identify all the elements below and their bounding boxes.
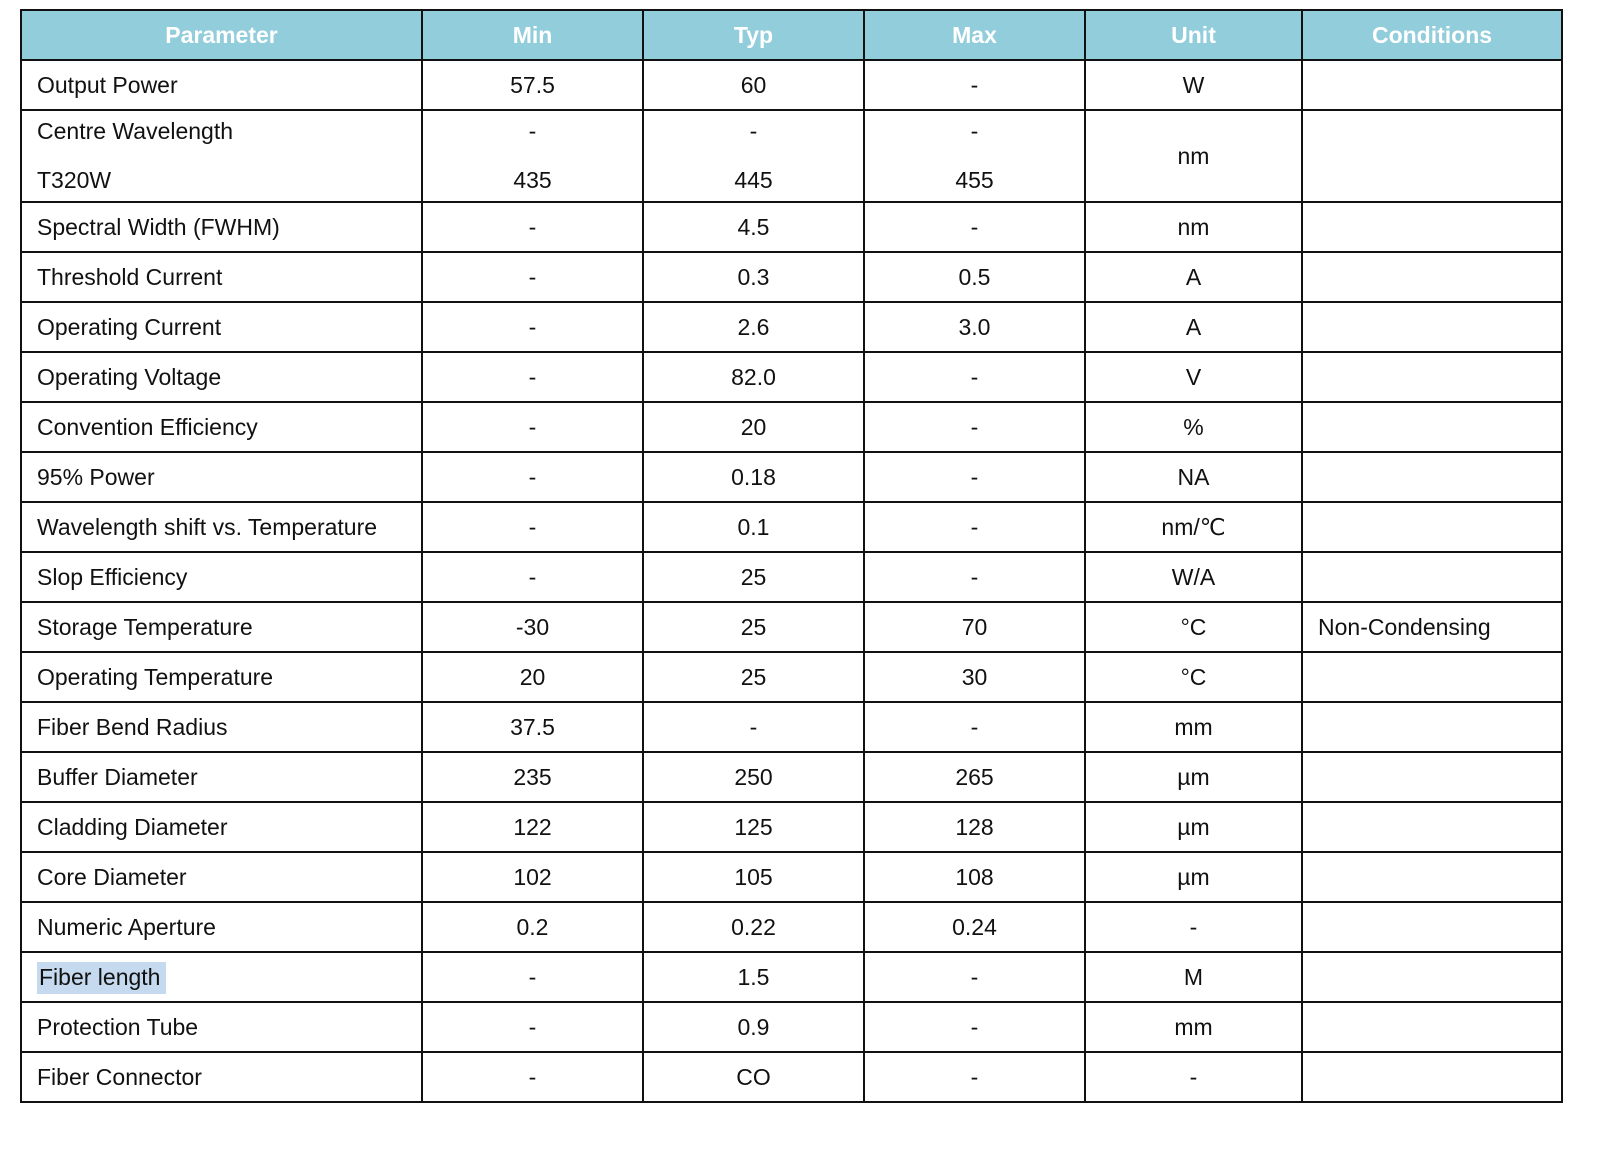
cell-max: - <box>864 452 1085 502</box>
cell-typ: 1.5 <box>643 952 864 1002</box>
cell-parameter: Convention Efficiency <box>21 402 422 452</box>
cell-min: 102 <box>422 852 643 902</box>
cell-conditions <box>1302 902 1562 952</box>
cell-min: - <box>422 502 643 552</box>
cell-max: - <box>864 502 1085 552</box>
cell-min: - <box>422 202 643 252</box>
cell-typ: 125 <box>643 802 864 852</box>
cell-unit: NA <box>1085 452 1302 502</box>
table-row <box>21 802 1562 852</box>
cell-min: - <box>422 252 643 302</box>
cell-conditions <box>1302 952 1562 1002</box>
cell-unit: °C <box>1085 652 1302 702</box>
cell-conditions <box>1302 652 1562 702</box>
cell-parameter: Storage Temperature <box>21 602 422 652</box>
header-row <box>21 10 1562 60</box>
cell-conditions <box>1302 402 1562 452</box>
cell-max: - <box>864 402 1085 452</box>
cell-max: - <box>864 1052 1085 1102</box>
cell-min-line2: 435 <box>513 167 552 193</box>
header-parameter: Parameter <box>21 10 422 60</box>
header-min: Min <box>422 10 643 60</box>
cell-unit: % <box>1085 402 1302 452</box>
cell-typ: 60 <box>643 60 864 110</box>
cell-min: - <box>422 402 643 452</box>
cell-unit: mm <box>1085 702 1302 752</box>
cell-conditions <box>1302 1002 1562 1052</box>
cell-min: 20 <box>422 652 643 702</box>
cell-max-line2: 455 <box>955 167 994 193</box>
cell-min: 0.2 <box>422 902 643 952</box>
cell-min <box>422 110 643 202</box>
cell-max: - <box>864 202 1085 252</box>
cell-conditions <box>1302 1052 1562 1102</box>
cell-typ: 0.22 <box>643 902 864 952</box>
cell-parameter: Operating Current <box>21 302 422 352</box>
cell-typ: 0.3 <box>643 252 864 302</box>
cell-max: 265 <box>864 752 1085 802</box>
cell-parameter[interactable] <box>21 952 422 1002</box>
table-row <box>21 602 1562 652</box>
cell-min: 57.5 <box>422 60 643 110</box>
cell-unit: W/A <box>1085 552 1302 602</box>
cell-unit: nm/℃ <box>1085 502 1302 552</box>
cell-parameter: Threshold Current <box>21 252 422 302</box>
cell-unit: °C <box>1085 602 1302 652</box>
cell-parameter: 95% Power <box>21 452 422 502</box>
cell-conditions <box>1302 452 1562 502</box>
cell-typ: 4.5 <box>643 202 864 252</box>
cell-unit: V <box>1085 352 1302 402</box>
cell-max: - <box>864 702 1085 752</box>
cell-typ: 0.1 <box>643 502 864 552</box>
table-row <box>21 702 1562 752</box>
cell-min: 122 <box>422 802 643 852</box>
cell-conditions <box>1302 60 1562 110</box>
cell-parameter: Operating Voltage <box>21 352 422 402</box>
cell-typ: 25 <box>643 652 864 702</box>
cell-max: 0.5 <box>864 252 1085 302</box>
cell-unit: µm <box>1085 802 1302 852</box>
header-typ: Typ <box>643 10 864 60</box>
cell-parameter: Fiber Connector <box>21 1052 422 1102</box>
cell-max: - <box>864 60 1085 110</box>
table-row <box>21 852 1562 902</box>
cell-conditions <box>1302 752 1562 802</box>
cell-min: 235 <box>422 752 643 802</box>
cell-min: 37.5 <box>422 702 643 752</box>
cell-max-line1: - <box>970 118 979 144</box>
cell-parameter: Output Power <box>21 60 422 110</box>
cell-min-line1: - <box>528 118 537 144</box>
cell-typ: 0.9 <box>643 1002 864 1052</box>
cell-typ-line1: - <box>749 118 758 144</box>
cell-conditions <box>1302 252 1562 302</box>
cell-parameter: Numeric Aperture <box>21 902 422 952</box>
cell-unit: - <box>1085 1052 1302 1102</box>
cell-conditions <box>1302 502 1562 552</box>
cell-typ: 20 <box>643 402 864 452</box>
cell-parameter: Spectral Width (FWHM) <box>21 202 422 252</box>
cell-min: - <box>422 952 643 1002</box>
cell-parameter: Protection Tube <box>21 1002 422 1052</box>
cell-typ: 25 <box>643 552 864 602</box>
cell-parameter-line2: T320W <box>37 167 112 193</box>
cell-max: 3.0 <box>864 302 1085 352</box>
cell-parameter: Cladding Diameter <box>21 802 422 852</box>
cell-unit: A <box>1085 252 1302 302</box>
cell-parameter: Buffer Diameter <box>21 752 422 802</box>
cell-conditions <box>1302 110 1562 202</box>
cell-max: 0.24 <box>864 902 1085 952</box>
cell-unit: - <box>1085 902 1302 952</box>
cell-typ: 0.18 <box>643 452 864 502</box>
cell-typ: 82.0 <box>643 352 864 402</box>
header-max: Max <box>864 10 1085 60</box>
table-row <box>21 60 1562 110</box>
cell-max: 128 <box>864 802 1085 852</box>
table-row <box>21 302 1562 352</box>
cell-parameter: Fiber Bend Radius <box>21 702 422 752</box>
cell-conditions <box>1302 852 1562 902</box>
cell-conditions <box>1302 802 1562 852</box>
table-row <box>21 1002 1562 1052</box>
table-row <box>21 902 1562 952</box>
table-row <box>21 352 1562 402</box>
header-conditions: Conditions <box>1302 10 1562 60</box>
cell-conditions <box>1302 352 1562 402</box>
cell-min: - <box>422 452 643 502</box>
cell-conditions <box>1302 552 1562 602</box>
cell-conditions: Non-Condensing <box>1302 602 1562 652</box>
cell-unit: µm <box>1085 752 1302 802</box>
cell-min: - <box>422 1052 643 1102</box>
cell-min: - <box>422 352 643 402</box>
cell-min: - <box>422 302 643 352</box>
cell-max <box>864 110 1085 202</box>
cell-max: - <box>864 552 1085 602</box>
cell-unit: W <box>1085 60 1302 110</box>
cell-typ-line2: 445 <box>734 167 773 193</box>
cell-unit: M <box>1085 952 1302 1002</box>
spec-table <box>20 9 1563 1103</box>
cell-parameter: Slop Efficiency <box>21 552 422 602</box>
cell-typ: CO <box>643 1052 864 1102</box>
cell-min: - <box>422 552 643 602</box>
cell-unit: mm <box>1085 1002 1302 1052</box>
cell-typ: 250 <box>643 752 864 802</box>
cell-parameter <box>21 110 422 202</box>
cell-max: 30 <box>864 652 1085 702</box>
table-row <box>21 110 1562 202</box>
table-row <box>21 252 1562 302</box>
table-row <box>21 552 1562 602</box>
selected-text[interactable]: Fiber length <box>37 962 166 994</box>
cell-typ <box>643 110 864 202</box>
table-row <box>21 452 1562 502</box>
cell-unit: nm <box>1085 110 1302 202</box>
cell-parameter: Core Diameter <box>21 852 422 902</box>
table-row <box>21 402 1562 452</box>
header-unit: Unit <box>1085 10 1302 60</box>
cell-conditions <box>1302 202 1562 252</box>
cell-conditions <box>1302 302 1562 352</box>
cell-parameter: Wavelength shift vs. Temperature <box>21 502 422 552</box>
cell-max: 108 <box>864 852 1085 902</box>
cell-typ: 25 <box>643 602 864 652</box>
cell-max: 70 <box>864 602 1085 652</box>
table-row <box>21 952 1562 1002</box>
cell-typ: 2.6 <box>643 302 864 352</box>
cell-unit: A <box>1085 302 1302 352</box>
cell-parameter-line1: Centre Wavelength <box>37 118 234 144</box>
cell-unit: µm <box>1085 852 1302 902</box>
table-row <box>21 502 1562 552</box>
cell-min: -30 <box>422 602 643 652</box>
cell-unit: nm <box>1085 202 1302 252</box>
cell-max: - <box>864 1002 1085 1052</box>
cell-conditions <box>1302 702 1562 752</box>
cell-typ: 105 <box>643 852 864 902</box>
cell-parameter: Operating Temperature <box>21 652 422 702</box>
cell-max: - <box>864 352 1085 402</box>
cell-max: - <box>864 952 1085 1002</box>
cell-typ: - <box>643 702 864 752</box>
table-row <box>21 652 1562 702</box>
table-row <box>21 202 1562 252</box>
cell-min: - <box>422 1002 643 1052</box>
table-row <box>21 1052 1562 1102</box>
table-row <box>21 752 1562 802</box>
